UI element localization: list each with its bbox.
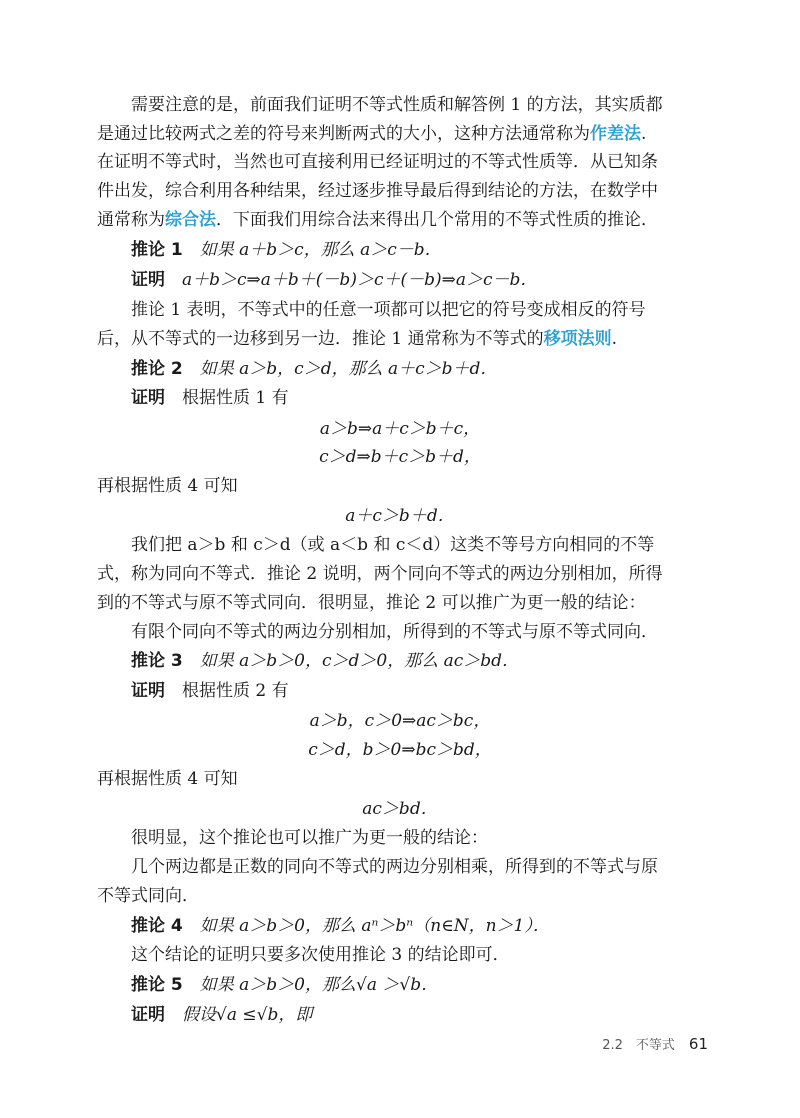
para-line: 不等式同向．: [97, 886, 199, 906]
para-line: 有限个同向不等式的两边分别相加，所得到的不等式与原不等式同向．: [131, 622, 658, 642]
para-text: .: [611, 329, 618, 349]
corollary-text: 如果 a＋b＞c，那么 a＞c－b．: [199, 240, 442, 260]
proof-label: 证明: [131, 388, 165, 408]
equation: c＞d，b＞0⇒bc＞bd，: [308, 740, 492, 760]
term-zuochafa: 作差法: [590, 124, 641, 144]
para-line: 这个结论的证明只要多次使用推论 3 的结论即可．: [131, 945, 510, 965]
footer-section: 2.2 不等式: [602, 1038, 675, 1053]
para-line: 再根据性质 4 可知: [97, 769, 238, 789]
para-text: ．下面我们用综合法来得出几个常用的不等式性质的推论．: [216, 210, 658, 230]
proof-text: 假设√a ≤√b，即: [182, 1005, 313, 1025]
proof-2: [131, 384, 741, 412]
equation: a＞b⇒a＋c＞b＋c，: [319, 419, 481, 439]
equation: a＞b，c＞0⇒ac＞bc，: [309, 711, 491, 731]
corollary-label: 推论 5: [131, 975, 183, 995]
corollary-label: 推论 1: [131, 240, 183, 260]
page-number: 61: [688, 1035, 708, 1053]
para-line: 件出发，综合利用各种结果，经过逐步推导最后得到结论的方法，在数学中: [97, 181, 658, 201]
para-line: 再根据性质 4 可知: [97, 476, 238, 496]
corollary-text: 如果 a＞b，c＞d，那么 a＋c＞b＋d．: [199, 359, 498, 379]
proof-label: 证明: [131, 1005, 165, 1025]
para-line: 在证明不等式时，当然也可直接利用已经证明过的不等式性质等．从已知条: [97, 152, 658, 172]
corollary-text: 如果 a＞b＞0，c＞d＞0，那么 ac＞bd．: [199, 651, 520, 671]
para-text: 后，从不等式的一边移到另一边．推论 1 通常称为不等式的: [97, 329, 544, 349]
term-yixiang: 移项法则: [543, 329, 612, 349]
equation: ac＞bd．: [362, 799, 438, 819]
proof-1: [131, 266, 741, 294]
para-text: .: [641, 124, 647, 144]
corollary-label: 推论 3: [131, 651, 183, 671]
para-line: [97, 206, 707, 234]
corollary-2: [131, 355, 741, 383]
proof-5: [131, 1001, 741, 1029]
para-line: [97, 325, 707, 353]
para-line: 推论 1 表明，不等式中的任意一项都可以把它的符号变成相反的符号: [131, 300, 646, 320]
term-zonghefa: 综合法: [165, 210, 216, 230]
para-line: 几个两边都是正数的同向不等式的两边分别相乘，所得到的不等式与原: [131, 857, 658, 877]
corollary-4: [131, 912, 741, 940]
equation: a＋c＞b＋d．: [345, 506, 455, 526]
para-line: 到的不等式与原不等式同向．很明显，推论 2 可以推广为更一般的结论：: [97, 593, 646, 613]
corollary-3: [131, 647, 741, 675]
corollary-1: [131, 236, 741, 264]
equation: c＞d⇒b＋c＞b＋d，: [319, 447, 481, 467]
proof-text: 根据性质 1 有: [182, 388, 289, 408]
proof-text: a＋b＞c⇒a＋b＋(－b)＞c＋(－b)⇒a＞c－b．: [182, 270, 538, 290]
proof-label: 证明: [131, 270, 165, 290]
para-line: 很明显，这个推论也可以推广为更一般的结论：: [131, 828, 488, 848]
para-line: [97, 120, 707, 148]
proof-text: 根据性质 2 有: [182, 681, 289, 701]
proof-3: [131, 677, 741, 705]
para-text: 是通过比较两式之差的符号来判断两式的大小，这种方法通常称为: [97, 124, 590, 144]
proof-label: 证明: [131, 681, 165, 701]
corollary-label: 推论 2: [131, 359, 183, 379]
page-footer: [602, 1034, 708, 1053]
corollary-5: [131, 971, 741, 999]
para-text: 通常称为: [97, 210, 165, 230]
corollary-text: 如果 a＞b＞0，那么√a ＞√b．: [199, 975, 439, 995]
corollary-text: 如果 a＞b＞0，那么 aⁿ＞bⁿ（n∈N，n＞1）．: [199, 916, 550, 936]
para-line: 需要注意的是，前面我们证明不等式性质和解答例 1 的方法，其实质都: [131, 95, 663, 115]
para-line: 我们把 a＞b 和 c＞d（或 a＜b 和 c＜d）这类不等号方向相同的不等: [131, 535, 655, 555]
para-line: 式，称为同向不等式．推论 2 说明，两个同向不等式的两边分别相加，所得: [97, 564, 663, 584]
corollary-label: 推论 4: [131, 916, 183, 936]
